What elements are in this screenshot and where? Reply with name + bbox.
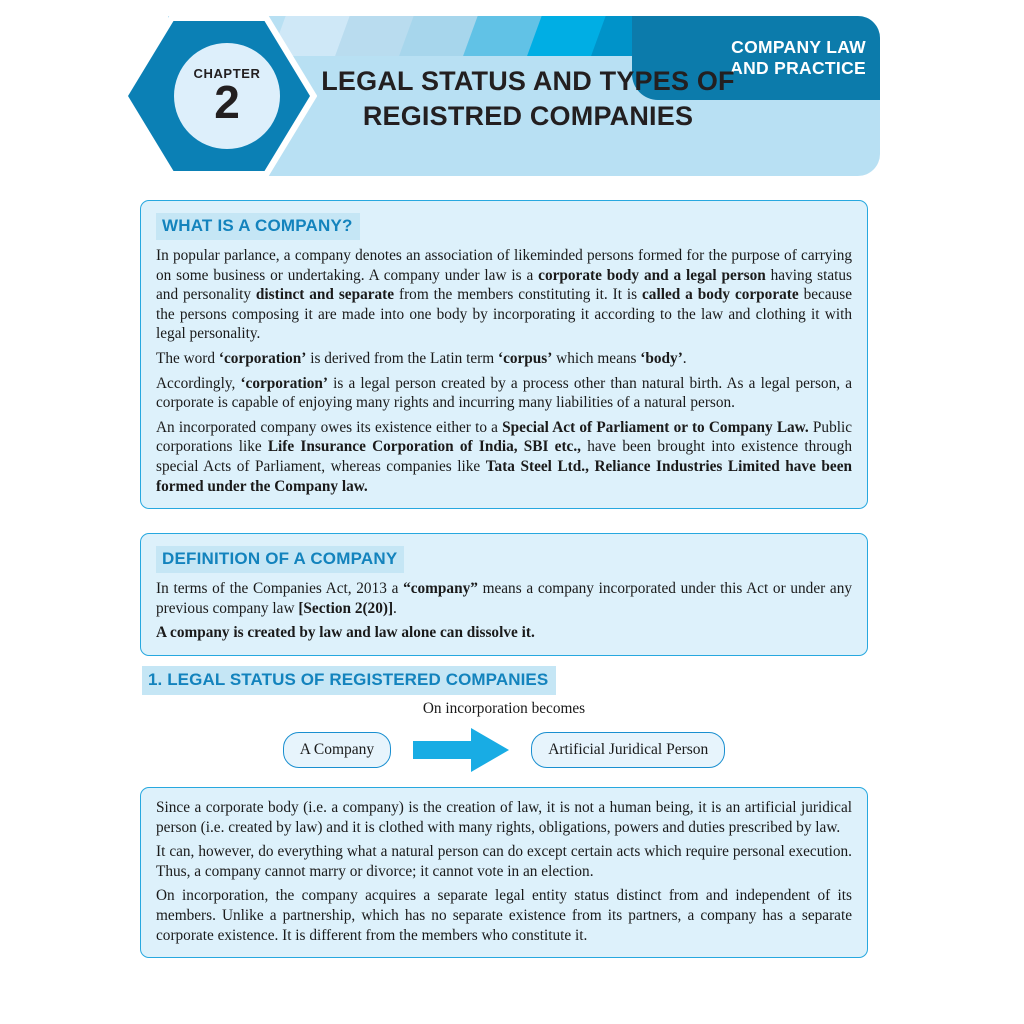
flow-node-from: A Company bbox=[283, 732, 392, 768]
legal-status-flow-diagram bbox=[140, 700, 868, 782]
paragraph: On incorporation, the company acquires a separate legal entity status distinct from and independent of its members. Unlike a partnership, which has no separate existence from its partners, a company has a separate corporate existence. It is different from the members who constitute it. bbox=[156, 887, 852, 944]
paragraph: In terms of the Companies Act, 2013 a “company” means a company incorporated under this Act or under any previous company law [Section 2(20)]. bbox=[156, 580, 852, 617]
paragraph: Accordingly, ‘corporation’ is a legal person created by a process other than natural birth. As a legal person, a corporate is capable of enjoying many rights and incurring many liabilities of a natural person. bbox=[156, 374, 852, 412]
section-heading-legal-status: 1. LEGAL STATUS OF REGISTERED COMPANIES bbox=[142, 666, 556, 695]
course-banner-line1: COMPANY LAW bbox=[731, 37, 866, 57]
page-bottom-edge bbox=[0, 1018, 1024, 1024]
box-heading-definition-of-a-company: DEFINITION OF A COMPANY bbox=[156, 546, 404, 573]
paragraph: Since a corporate body (i.e. a company) is the creation of law, it is not a human being, it is an artificial juridical person (i.e. created by law) and it is clothed with many rights, obligations, powers and duties prescribed by law. bbox=[156, 799, 852, 836]
course-banner-line2: AND PRACTICE bbox=[730, 58, 866, 78]
paragraph: A company is created by law and law alone can dissolve it. bbox=[156, 624, 535, 642]
paragraph: In popular parlance, a company denotes an association of likeminded persons formed for the purpose of carrying on some business or undertaking. A company under law is a corporate body and a legal person having status and personality distinct and separate from the members constituting it. It is called a body corporate because the persons composing it are made into one body by incorporating it according to the law and clothing it with legal personality. bbox=[156, 247, 852, 343]
definition-of-a-company-box bbox=[140, 533, 868, 656]
paragraph: The word ‘corporation’ is derived from the Latin term ‘corpus’ which means ‘body’. bbox=[156, 349, 687, 367]
flow-row bbox=[140, 728, 868, 772]
flow-node-to: Artificial Juridical Person bbox=[531, 732, 725, 768]
chapter-badge-circle bbox=[174, 43, 280, 149]
chapter-header bbox=[128, 16, 880, 176]
legal-status-paragraphs bbox=[152, 798, 856, 945]
what-is-a-company-paragraphs bbox=[152, 246, 856, 496]
chapter-label: CHAPTER bbox=[193, 66, 261, 81]
flow-caption: On incorporation becomes bbox=[422, 700, 586, 717]
paragraph: It can, however, do everything what a natural person can do except certain acts which require personal execution. Thus, a company cannot marry or divorce; it cannot vote in an election. bbox=[156, 843, 852, 880]
chapter-badge bbox=[128, 21, 310, 171]
box-heading-what-is-a-company: WHAT IS A COMPANY? bbox=[156, 213, 360, 240]
right-arrow-icon bbox=[413, 728, 509, 772]
chapter-number: 2 bbox=[214, 76, 240, 128]
definition-paragraphs bbox=[152, 579, 856, 643]
page-title: LEGAL STATUS AND TYPES OF REGISTRED COMPANIES bbox=[321, 66, 735, 131]
what-is-a-company-box bbox=[140, 200, 868, 509]
paragraph: An incorporated company owes its existence either to a Special Act of Parliament or to Company Law. Public corporations like Life Insurance Corporation of India, SBI etc., have been brought into existence through special Acts of Parliament, whereas companies like Tata Steel Ltd., Reliance Industries Limited have been formed under the Company law. bbox=[156, 418, 853, 495]
legal-status-body-box bbox=[140, 787, 868, 958]
chapter-title-wrap bbox=[308, 16, 748, 176]
